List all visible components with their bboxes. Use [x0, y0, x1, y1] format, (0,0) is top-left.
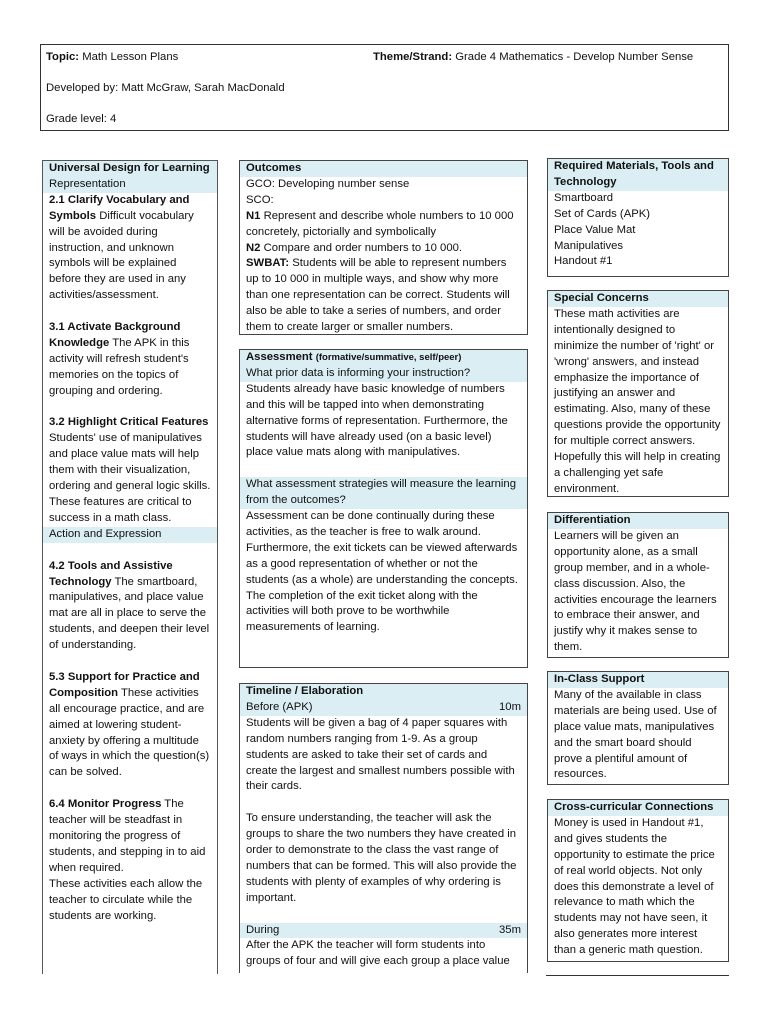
- differentiation-box: [547, 512, 729, 658]
- materials-box: [547, 158, 729, 277]
- timeline-during-p1: After the APK the teacher will form students into groups of four and will give each group a place value: [246, 939, 510, 968]
- outcomes-title: Outcomes: [240, 161, 527, 177]
- topic-label: Topic:: [46, 51, 80, 63]
- topic-line: [46, 50, 178, 65]
- n1-label: N1: [246, 209, 261, 222]
- udl-3-2-text: Students' use of manipulatives and place value mats will help them with their visualization, ordering and general logic skills. These features are critical to success in a math class.: [49, 432, 211, 524]
- cross-curricular-title: Cross-curricular Connections: [548, 800, 728, 816]
- timeline-before-p2: To ensure understanding, the teacher will ask the groups to share the two numbers they have created in order to demonstrate to the class the vast range of numbers that can be formed. This will also provide the students with plenty of examples of why ordering is important.: [246, 812, 517, 904]
- differentiation-text: Learners will be given an opportunity alone, as a small group member, and in a whole-class discussion. Also, the activities encourage the learners to embrace their answer, and justify why it makes sense to them.: [554, 529, 717, 654]
- topic-value: Math Lesson Plans: [82, 51, 179, 63]
- udl-section-5-3: [43, 670, 217, 781]
- theme-label: Theme/Strand:: [373, 51, 453, 63]
- assessment-question-1: What prior data is informing your instruction?: [240, 366, 527, 382]
- special-concerns-text: These math activities are intentionally designed to minimize the number of 'right' or 'wrong' answers, and instead emphasize the importance of justifying an answer and estimating. Also, many of these questions provide the opportunity for multiple correct answers. Hopefully this will help in creating a challenging yet safe environment.: [554, 307, 721, 495]
- in-class-support-text: Many of the available in class materials are being used. Use of place value mats, manipulatives and the smart board should prove a plentiful amount of resources.: [554, 688, 717, 781]
- before-time: 10m: [499, 700, 521, 713]
- assessment-answer-2: Assessment can be done continually during these activities, as the teacher is free to walk around. Furthermore, the exit tickets can be viewed afterwards as a good representation of whether or not the students (as a whole) are understanding the concepts. The completion of the exit ticket along with the activities will both prove to be worthwhile measurements of learning.: [246, 510, 518, 634]
- udl-section-2-1: [43, 193, 217, 304]
- assessment-question-2: What assessment strategies will measure the learning from the outcomes?: [240, 477, 527, 509]
- theme-value: Grade 4 Mathematics - Develop Number Sense: [455, 51, 694, 63]
- udl-action-expression: Action and Expression: [43, 527, 217, 543]
- theme-line: [373, 50, 693, 65]
- outcomes-gco: GCO: Developing number sense: [246, 177, 410, 190]
- outcomes-swbat: [240, 256, 527, 336]
- in-class-support-title: In-Class Support: [548, 672, 728, 688]
- assessment-title: [240, 350, 527, 366]
- special-concerns-box: [547, 290, 729, 497]
- assessment-answer-1: Students already have basic knowledge of numbers and this will be tapped into when demonstrating alternative forms of representation. Furthermore, the students will have already used (on a basic level) place value mats along with manipulatives.: [246, 382, 508, 459]
- assessment-title-text: Assessment: [246, 351, 313, 363]
- n2-text: Compare and order numbers to 10 000.: [260, 241, 463, 254]
- in-class-support-box: [547, 671, 729, 785]
- swbat-label: SWBAT:: [246, 257, 290, 270]
- n1-text: Represent and describe whole numbers to 10 000 concretely, pictorially and symbolically: [246, 209, 514, 238]
- timeline-box: [239, 683, 528, 973]
- udl-6-4-text: The teacher will be steadfast in monitoring the progress of students, and stepping in to aid when required.: [49, 798, 206, 874]
- special-concerns-title: Special Concerns: [548, 291, 728, 307]
- cross-curricular-text: Money is used in Handout #1, and gives students the opportunity to estimate the price of real world objects. Not only does this demonstrate a level of relevance to math which the students may not have seen, it also generates more interest than a generic math question.: [554, 816, 715, 957]
- timeline-before-p1: Students will be given a bag of 4 paper squares with random numbers ranging from 1-9. As a group students are asked to take their set of cards and create the largest and smallest numbers possible with their cards.: [246, 716, 515, 793]
- udl-2-1-heading: 2.1 Clarify Vocabulary and Symbols: [49, 193, 190, 222]
- materials-title: Required Materials, Tools and Technology: [548, 159, 728, 191]
- developed-by: Developed by: Matt McGraw, Sarah MacDonald: [46, 82, 285, 94]
- timeline-during-row: [240, 923, 527, 939]
- swbat-text: Students will be able to represent numbers up to 10 000 in multiple ways, and show why more than one representation can be correct. Students will also be able to take a series of numbers, and order them to create larger or smaller numbers.: [246, 257, 510, 334]
- cross-curricular-box: [547, 799, 729, 962]
- divider-line: [546, 975, 729, 976]
- assessment-title-note: (formative/summative, self/peer): [315, 352, 462, 363]
- udl-5-3-heading: 5.3 Support for Practice and Composition: [49, 670, 200, 699]
- udl-5-3-text: These activities all encourage practice, and are aimed at lowering student-anxiety by offering a multitude of ways in which the question(s) can be solved.: [49, 686, 210, 779]
- udl-section-4-2: [43, 559, 217, 654]
- outcomes-n2: [240, 241, 527, 257]
- differentiation-title: Differentiation: [548, 513, 728, 529]
- timeline-before-row: [240, 700, 527, 716]
- outcomes-box: [239, 160, 528, 335]
- udl-section-3-1: [43, 320, 217, 400]
- timeline-title: Timeline / Elaboration: [240, 684, 527, 700]
- during-time: 35m: [499, 923, 521, 936]
- udl-section-3-2: [43, 415, 217, 526]
- during-label: During: [246, 923, 280, 936]
- lesson-header: [40, 44, 729, 131]
- udl-4-2-heading: 4.2 Tools and Assistive Technology: [49, 559, 173, 588]
- udl-section-6-4: [43, 797, 217, 924]
- udl-3-1-heading: 3.1 Activate Background Knowledge: [49, 321, 181, 349]
- assessment-box: [239, 349, 528, 668]
- udl-representation: Representation: [43, 177, 217, 193]
- materials-item: Smartboard: [554, 191, 614, 204]
- udl-6-4-text-2: These activities each allow the teacher to circulate while the students are working.: [49, 877, 203, 922]
- materials-item: Manipulatives: [554, 239, 624, 252]
- udl-3-1-text: The APK in this activity will refresh student's memories on the topics of grouping and ordering.: [49, 336, 190, 397]
- grade-level: Grade level: 4: [46, 113, 117, 125]
- udl-2-1-text: Difficult vocabulary will be avoided during instruction, and unknown symbols will be explained before they are used in any activities/assessment.: [49, 209, 194, 302]
- udl-title: Universal Design for Learning: [43, 160, 217, 177]
- udl-4-2-text: The smartboard, manipulatives, and place value mat are all in place to serve the students, and deepen their level of understanding.: [49, 575, 210, 652]
- materials-item: Set of Cards (APK): [554, 207, 651, 220]
- outcomes-sco: SCO:: [246, 193, 274, 206]
- materials-item: Handout #1: [554, 255, 613, 268]
- materials-item: Place Value Mat: [554, 223, 636, 236]
- udl-column: [42, 160, 218, 974]
- n2-label: N2: [246, 241, 261, 254]
- udl-6-4-heading: 6.4 Monitor Progress: [49, 798, 162, 811]
- outcomes-n1: [240, 209, 527, 241]
- udl-3-2-heading: 3.2 Highlight Critical Features: [49, 416, 209, 429]
- before-label: Before (APK): [246, 700, 313, 713]
